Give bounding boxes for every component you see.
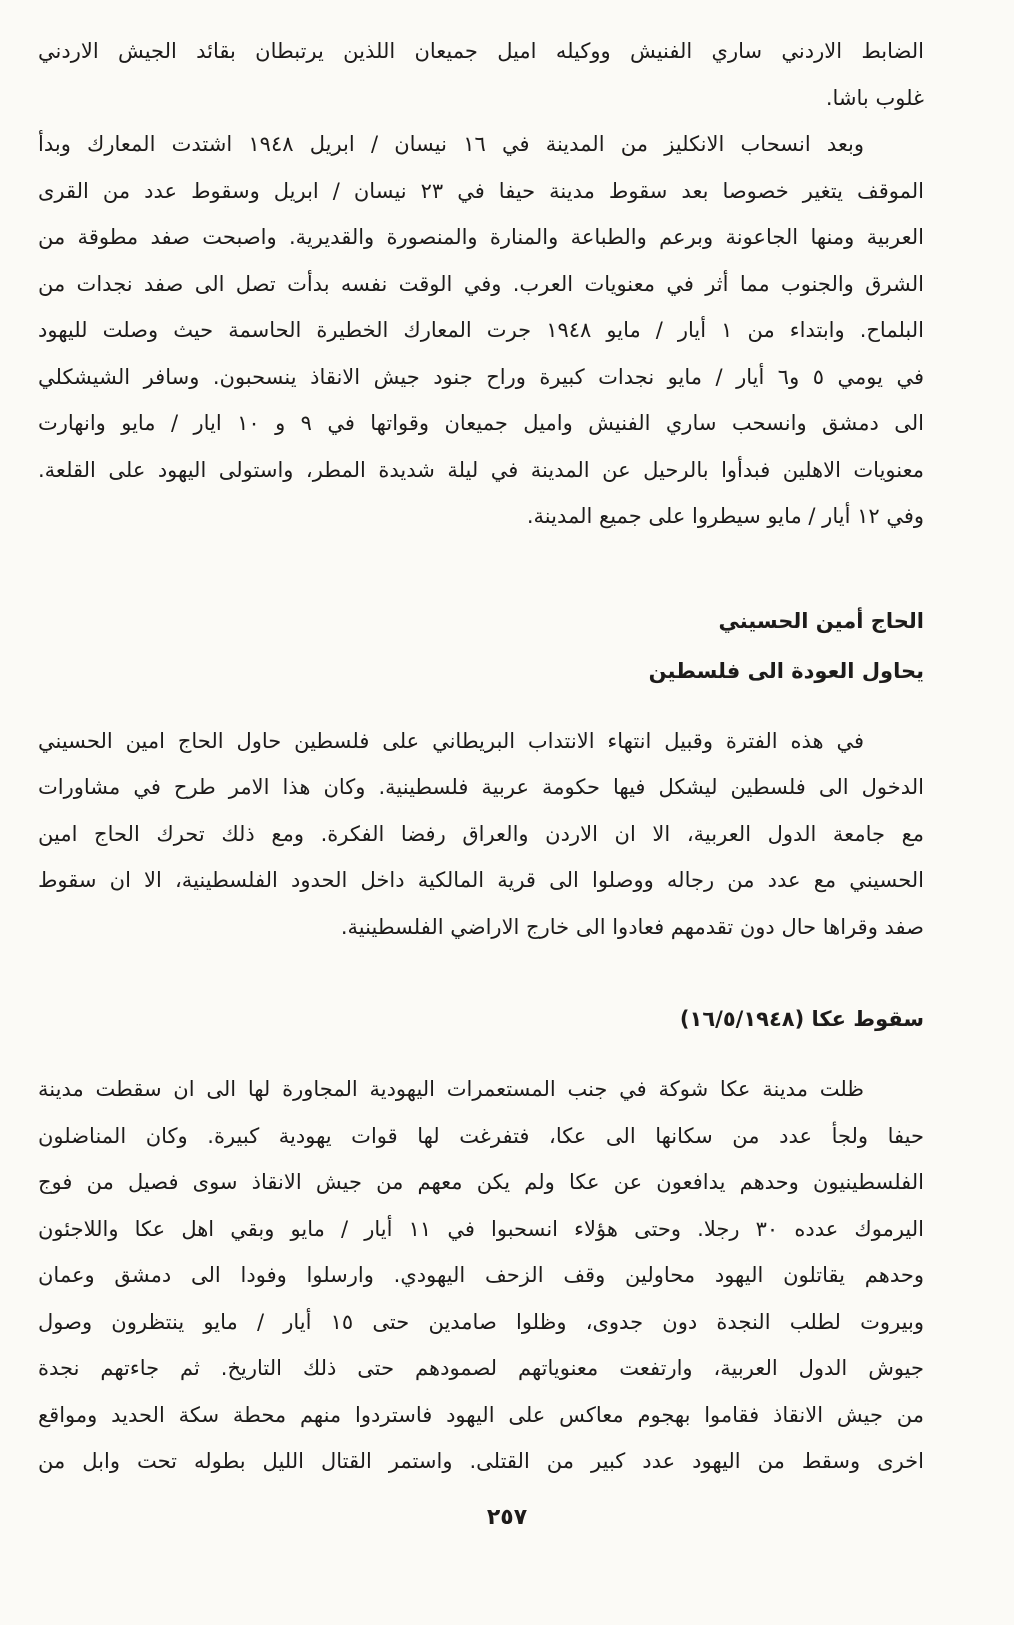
book-page xyxy=(38,28,924,1485)
text-line: الفلسطينيون وحدهم يدافعون عن عكا ولم يكن معهم من جيش الانقاذ سوى فصيل من فوج xyxy=(38,1170,924,1194)
text-line: وفي ١٢ أيار / مايو سيطروا على جميع المدينة. xyxy=(526,504,924,528)
text-line: وبيروت لطلب النجدة دون جدوى، وظلوا صامدين حتى ١٥ أيار / مايو ينتظرون وصول xyxy=(38,1309,924,1334)
text-line: في هذه الفترة وقبيل انتهاء الانتداب البريطاني على فلسطين حاول الحاج امين الحسيني xyxy=(38,728,864,753)
text-line: ظلت مدينة عكا شوكة في جنب المستعمرات اليهودية المجاورة لها الى ان سقطت مدينة xyxy=(38,1077,864,1101)
text-line: معنويات الاهلين فبدأوا بالرحيل عن المدينة في ليلة شديدة المطر، واستولى اليهود على القلعة. xyxy=(38,457,924,482)
text-line: العربية ومنها الجاعونة وبرعم والطباعة والمنارة والمنصورة والقديرية. واصبحت صفد مطوقة من xyxy=(38,225,924,249)
text-line: وحدهم يقاتلون اليهود محاولين وقف الزحف اليهودي. وارسلوا وفودا الى دمشق وعمان xyxy=(38,1263,924,1287)
page-number: ٢٥٧ xyxy=(486,1505,528,1530)
text-line: اخرى وسقط من اليهود عدد كبير من القتلى. واستمر القتال الليل بطوله تحت وابل من xyxy=(38,1449,924,1473)
text-line: من جيش الانقاذ فقاموا بهجوم معاكس على اليهود فاستردوا منهم محطة سكة الحديد ومواقع xyxy=(38,1402,924,1427)
text-line: اليرموك عدده ٣٠ رجلا. وحتى هؤلاء انسحبوا في ١١ أيار / مايو وبقي اهل عكا واللاجئون xyxy=(38,1216,924,1241)
text-line: الى دمشق وانسحب ساري الفنيش واميل جميعان وقواتها في ٩ و ١٠ ايار / مايو وانهارت xyxy=(38,411,924,435)
text-line: البلماح. وابتداء من ١ أيار / مايو ١٩٤٨ جرت المعارك الخطيرة الحاسمة حيث وصلت لليهود xyxy=(38,318,924,342)
text-line: الضابط الاردني ساري الفنيش ووكيله اميل جميعان اللذين يرتبطان بقائد الجيش الاردني xyxy=(38,39,924,63)
text-line: وبعد انسحاب الانكليز من المدينة في ١٦ نيسان / ابريل ١٩٤٨ اشتدت المعارك وبدأ xyxy=(38,132,865,156)
paragraph-4 xyxy=(38,1066,924,1485)
text-line: الموقف يتغير خصوصا بعد سقوط مدينة حيفا في ٢٣ نيسان / ابريل وسقوط عدد من القرى xyxy=(38,178,924,203)
text-line: جيوش الدول العربية، وارتفعت معنوياتهم لصمودهم حتى ذلك التاريخ. ثم جاءتهم نجدة xyxy=(38,1356,924,1380)
text-line: الحسيني مع عدد من رجاله ووصلوا الى قرية المالكية داخل الحدود الفلسطينية، الا ان سقوط xyxy=(38,868,924,892)
section-heading: الحاج أمين الحسيني xyxy=(718,608,924,633)
section-subheading: يحاول العودة الى فلسطين xyxy=(648,658,924,683)
paragraph-3 xyxy=(38,718,924,951)
text-line: الدخول الى فلسطين ليشكل فيها حكومة عربية فلسطينية. وكان هذا الامر طرح في مشاورات xyxy=(38,775,924,799)
text-line: صفد وقراها حال دون تقدمهم فعادوا الى خارج الاراضي الفلسطينية. xyxy=(340,914,924,939)
paragraph-1 xyxy=(38,28,924,121)
paragraph-2 xyxy=(38,121,924,540)
section-heading: سقوط عكا (١٦/٥/١٩٤٨) xyxy=(679,1007,924,1031)
text-line: غلوب باشا. xyxy=(825,85,924,110)
text-line: في يومي ٥ و٦ أيار / مايو نجدات كبيرة وراح جنود جيش الانقاذ ينسحبون. وسافر الشيشكلي xyxy=(38,364,924,389)
text-line: مع جامعة الدول العربية، الا ان الاردن والعراق رفضا الفكرة. ومع ذلك تحرك الحاج امين xyxy=(38,821,924,846)
text-line: الشرق والجنوب مما أثر في معنويات العرب. وفي الوقت نفسه بدأت تصل الى صفد نجدات من xyxy=(38,271,924,296)
text-line: حيفا ولجأ عدد من سكانها الى عكا، فتفرغت لها قوات يهودية كبيرة. وكان المناضلون xyxy=(38,1123,924,1148)
